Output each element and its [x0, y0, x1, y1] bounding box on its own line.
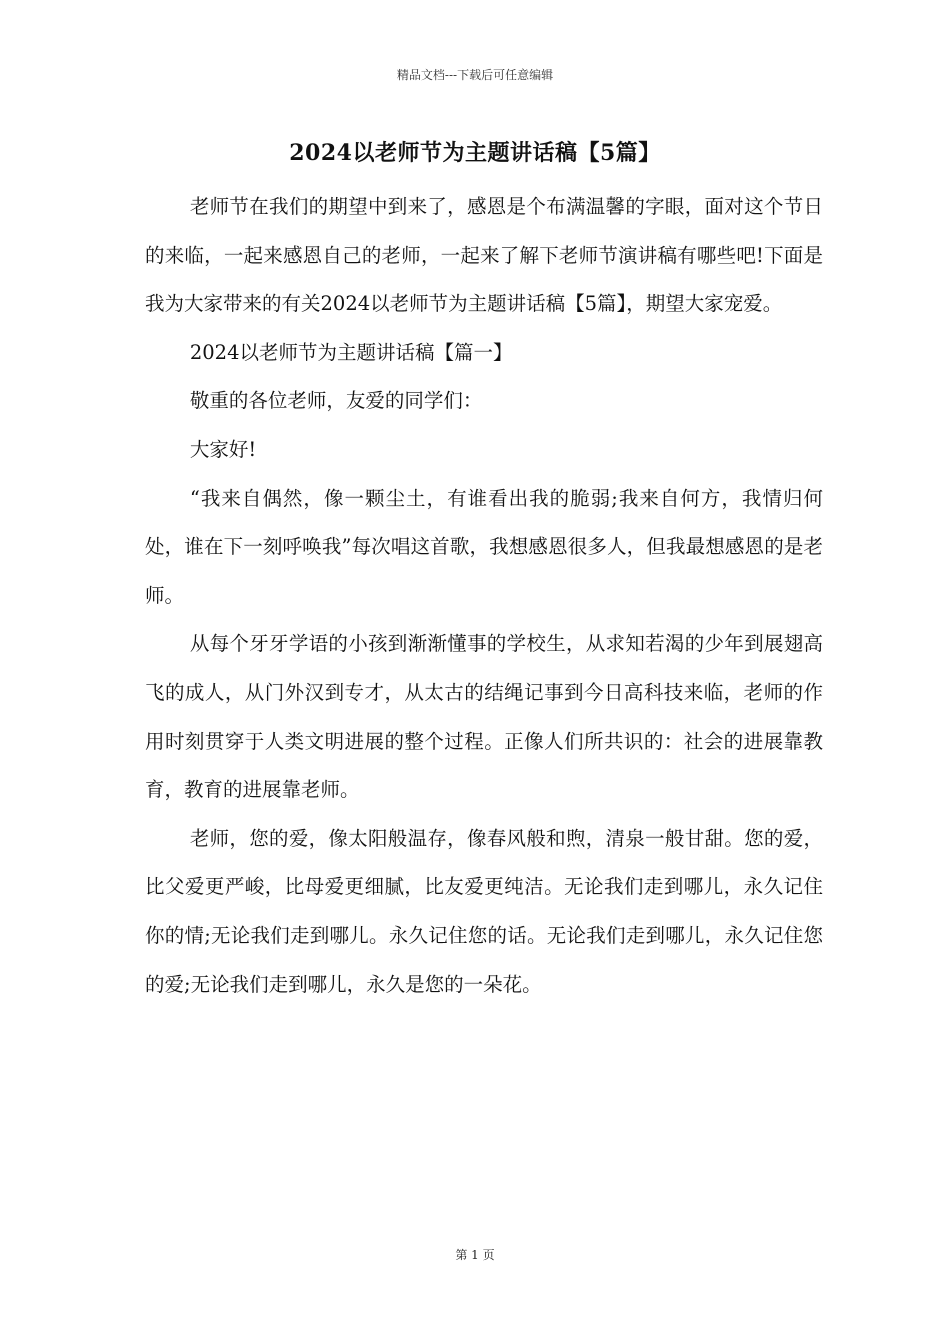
paragraph-song-quote: “我来自偶然，像一颗尘土，有谁看出我的脆弱;我来自何方，我情归何处，谁在下一刻呼唤我”每次唱这首歌，我想感恩很多人，但我最想感恩的是老师。 — [145, 486, 823, 607]
page-number: 第 1 页 — [455, 1248, 495, 1262]
paragraph-salutation: 敬重的各位老师，友爱的同学们： — [189, 389, 483, 413]
document-title: 2024以老师节为主题讲话稿【5篇】 — [289, 140, 661, 166]
paragraph-greeting: 大家好! — [189, 437, 257, 461]
paragraph-intro: 老师节在我们的期望中到来了，感恩是个布满温馨的字眼，面对这个节日的来临，一起来感恩自己的老师，一起来了解下老师节演讲稿有哪些吧!下面是我为大家带来的有关2024以老师节为主题讲话稿【5篇】，期望大家宠爱。 — [145, 195, 823, 316]
section-heading-part-one: 2024以老师节为主题讲话稿【篇一】 — [189, 340, 513, 364]
paragraph-teacher-role: 从每个牙牙学语的小孩到渐渐懂事的学校生，从求知若渴的少年到展翅高飞的成人，从门外汉到专才，从太古的结绳记事到今日高科技来临，老师的作用时刻贯穿于人类文明进展的整个过程。正像人们所共识的：社会的进展靠教育，教育的进展靠老师。 — [145, 632, 823, 802]
paragraph-teacher-love: 老师，您的爱，像太阳般温存，像春风般和煦，清泉一般甘甜。您的爱，比父爱更严峻，比母爱更细腻，比友爱更纯洁。无论我们走到哪儿，永久记住你的情;无论我们走到哪儿。永久记住您的话。无论我们走到哪儿，永久记住您的爱;无论我们走到哪儿，永久是您的一朵花。 — [145, 826, 823, 996]
document-body — [145, 183, 823, 1009]
page-header: 精品文档---下载后可任意编辑 — [396, 68, 554, 82]
